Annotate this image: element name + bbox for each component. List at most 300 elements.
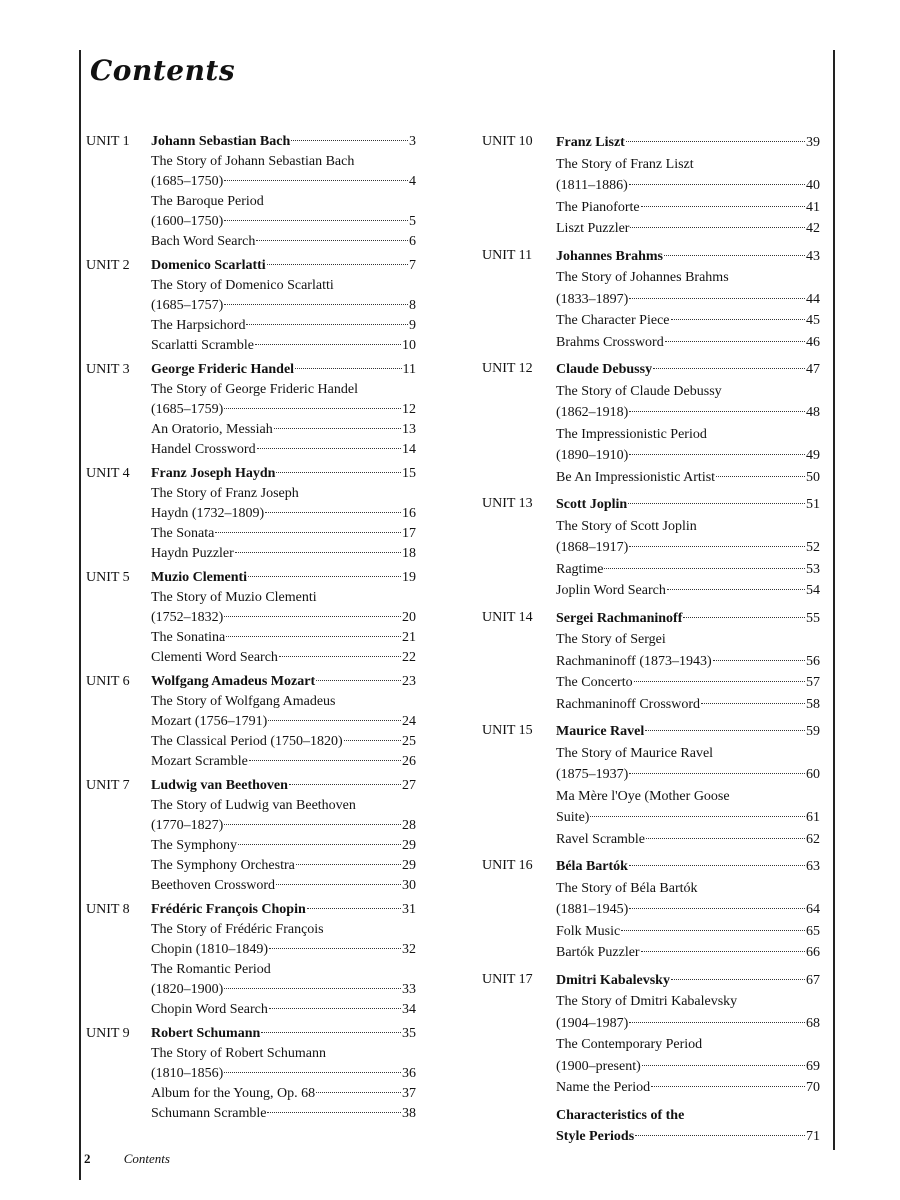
toc-entry-page: 6 — [409, 234, 416, 249]
toc-entry-title: Brahms Crossword — [556, 334, 664, 350]
dot-leader — [344, 740, 401, 741]
toc-entry-page: 9 — [409, 318, 416, 333]
toc-entry-page: 65 — [806, 923, 820, 939]
dot-leader — [646, 838, 805, 839]
unit-label: UNIT 16 — [482, 858, 533, 873]
toc-entry-title: Folk Music — [556, 923, 621, 939]
dot-leader — [269, 948, 401, 949]
toc-entry-page: 37 — [402, 1086, 416, 1101]
toc-entry[interactable] — [151, 440, 416, 460]
toc-entry[interactable] — [151, 816, 416, 836]
unit-label: UNIT 9 — [86, 1026, 130, 1041]
dot-leader — [701, 703, 805, 704]
dot-leader — [629, 1022, 805, 1023]
toc-entry[interactable] — [151, 856, 416, 876]
dot-leader — [255, 344, 401, 345]
toc-entry[interactable] — [151, 980, 416, 1000]
toc-entry[interactable] — [556, 942, 820, 964]
toc-entry-page: 18 — [402, 546, 416, 561]
composer-name: Frédéric François Chopin — [151, 902, 306, 917]
dot-leader — [667, 589, 805, 590]
toc-entry[interactable] — [556, 829, 820, 851]
dot-leader — [224, 824, 401, 825]
toc-entry-page: 4 — [409, 174, 416, 189]
toc-entry[interactable] — [151, 940, 416, 960]
toc-entry-title: Haydn Puzzler — [151, 546, 234, 561]
toc-entry-title: (1600–1750) — [151, 214, 224, 229]
toc-entry-lead: The Story of Domenico Scarlatti — [151, 278, 334, 293]
dot-leader — [307, 908, 401, 909]
toc-unit — [86, 568, 416, 668]
toc-entry[interactable] — [151, 544, 416, 564]
toc-entry[interactable] — [151, 232, 416, 252]
dot-leader — [716, 476, 805, 477]
toc-entry-title: Chopin Word Search — [151, 1002, 268, 1017]
toc-entry-title: Ravel Scramble — [556, 831, 646, 847]
dot-leader — [279, 656, 401, 657]
toc-entry[interactable] — [151, 732, 416, 752]
dot-leader — [629, 865, 805, 866]
dot-leader — [629, 411, 805, 412]
toc-entry-lead: The Story of Muzio Clementi — [151, 590, 317, 605]
dot-leader — [238, 844, 401, 845]
toc-entry[interactable] — [151, 316, 416, 336]
toc-entry[interactable] — [151, 524, 416, 544]
toc-entry-page: 32 — [402, 942, 416, 957]
toc-entry-title: Name the Period — [556, 1080, 651, 1095]
unit-entries — [151, 900, 416, 1020]
toc-entry[interactable] — [556, 807, 820, 829]
composer-name: Scott Joplin — [556, 497, 628, 512]
composer-name: Claude Debussy — [556, 362, 653, 377]
dot-leader — [665, 341, 805, 342]
dot-leader — [276, 472, 401, 473]
composer-name: Johann Sebastian Bach — [151, 134, 291, 149]
toc-entry[interactable] — [151, 420, 416, 440]
toc-entry-page: 42 — [806, 221, 820, 236]
toc-entry-lead: The Story of George Frideric Handel — [151, 382, 358, 397]
composer-name: Dmitri Kabalevsky — [556, 972, 670, 988]
composer-entry[interactable] — [556, 856, 820, 878]
unit-label: UNIT 4 — [86, 466, 130, 481]
toc-entry-title: (1752–1832) — [151, 610, 224, 625]
toc-unit — [86, 672, 416, 772]
page-title: Contents — [90, 54, 236, 87]
unit-label: UNIT 15 — [482, 723, 533, 738]
unit-entries — [151, 464, 416, 564]
toc-entry-page: 71 — [806, 1129, 820, 1144]
unit-entries — [151, 672, 416, 772]
dot-leader — [249, 760, 401, 761]
footer-page-number: 2 — [84, 1151, 91, 1166]
toc-unit — [482, 970, 820, 1099]
toc-entry[interactable] — [556, 1077, 820, 1099]
dot-leader — [642, 1065, 805, 1066]
dot-leader — [713, 660, 805, 661]
dot-leader — [630, 227, 805, 228]
toc-entry-title: Mozart Scramble — [151, 754, 248, 769]
composer-page: 63 — [806, 859, 820, 874]
toc-entry-title: Suite) — [556, 810, 590, 825]
toc-unit — [482, 721, 820, 850]
composer-page: 23 — [402, 674, 416, 689]
toc-entry-title: Rachmaninoff Crossword — [556, 696, 700, 712]
unit-label: UNIT 11 — [482, 247, 533, 263]
unit-label: UNIT 2 — [86, 258, 130, 273]
toc-entry[interactable] — [556, 402, 820, 424]
unit-label: UNIT 3 — [86, 362, 130, 377]
toc-entry-lead: The Story of Dmitri Kabalevsky — [556, 994, 738, 1009]
toc-entry[interactable] — [556, 332, 820, 354]
toc-entry-page: 46 — [806, 334, 820, 350]
composer-page: 19 — [402, 570, 416, 585]
toc-unit — [482, 1105, 820, 1148]
composer-name: Ludwig van Beethoven — [151, 778, 288, 793]
toc-entry-page: 57 — [806, 675, 820, 690]
composer-name: Franz Liszt — [556, 135, 625, 150]
composer-entry[interactable] — [556, 970, 820, 992]
toc-entry-lead: The Story of Béla Bartók — [556, 880, 698, 896]
unit-entries — [556, 132, 820, 240]
toc-entry[interactable] — [151, 836, 416, 856]
composer-name: Johannes Brahms — [556, 248, 663, 264]
toc-entry-page: 50 — [806, 469, 820, 485]
toc-entry-title: An Oratorio, Messiah — [151, 422, 273, 437]
unit-label: UNIT 10 — [482, 134, 533, 149]
unit-entries — [556, 856, 820, 964]
toc-entry-title: Chopin (1810–1849) — [151, 942, 269, 957]
toc-entry-page: 36 — [402, 1066, 416, 1081]
composer-name: Muzio Clementi — [151, 570, 248, 585]
composer-entry[interactable] — [151, 1024, 416, 1044]
toc-entry-page: 40 — [806, 178, 820, 193]
toc-entry-page: 48 — [806, 405, 820, 420]
dot-leader — [664, 255, 805, 256]
toc-entry-title: Be An Impressionistic Artist — [556, 469, 716, 485]
unit-label: UNIT 6 — [86, 674, 130, 689]
toc-entry-page: 52 — [806, 540, 820, 555]
unit-label: UNIT 12 — [482, 361, 533, 376]
toc-entry-page: 54 — [806, 583, 820, 598]
unit-entries — [556, 246, 820, 354]
composer-name: Robert Schumann — [151, 1026, 261, 1041]
composer-entry[interactable] — [151, 776, 416, 796]
toc-entry-lead: The Story of Frédéric François — [151, 922, 324, 937]
toc-entry-lead: The Story of Robert Schumann — [151, 1046, 326, 1061]
toc-entry-page: 26 — [402, 754, 416, 769]
toc-entry-page: 44 — [806, 291, 820, 307]
toc-entry-lead: The Impressionistic Period — [556, 426, 707, 442]
dot-leader — [215, 532, 401, 533]
toc-entry-page: 61 — [806, 810, 820, 825]
toc-entry[interactable] — [556, 537, 820, 559]
toc-entry[interactable] — [151, 1000, 416, 1020]
unit-entries — [151, 256, 416, 356]
toc-entry-title: Mozart (1756–1791) — [151, 714, 268, 729]
dot-leader — [629, 184, 805, 185]
unit-entries — [556, 721, 820, 850]
toc-entry-title: (1862–1918) — [556, 405, 629, 420]
toc-entry[interactable] — [151, 336, 416, 356]
dot-leader — [224, 988, 401, 989]
toc-entry[interactable] — [151, 400, 416, 420]
composer-name: Domenico Scarlatti — [151, 258, 266, 273]
unit-label: UNIT 14 — [482, 609, 533, 625]
dot-leader — [629, 546, 805, 547]
toc-entry-title: (1904–1987) — [556, 1015, 629, 1031]
toc-unit — [482, 494, 820, 602]
toc-unit — [86, 360, 416, 460]
toc-entry-title: (1811–1886) — [556, 178, 628, 193]
toc-entry[interactable] — [151, 1084, 416, 1104]
toc-entry-page: 33 — [402, 982, 416, 997]
composer-entry[interactable] — [151, 464, 416, 484]
toc-entry-title: (1820–1900) — [151, 982, 224, 997]
right-margin-rule — [833, 50, 835, 1150]
dot-leader — [628, 503, 805, 504]
unit-entries — [151, 1024, 416, 1124]
composer-name: Maurice Ravel — [556, 724, 645, 739]
toc-entry-title: Liszt Puzzler — [556, 221, 630, 236]
dot-leader — [224, 1072, 401, 1073]
toc-entry[interactable] — [556, 175, 820, 197]
composer-entry[interactable] — [151, 132, 416, 152]
unit-label: UNIT 1 — [86, 134, 130, 149]
toc-unit — [86, 132, 416, 252]
toc-unit — [86, 256, 416, 356]
toc-entry-title: Beethoven Crossword — [151, 878, 276, 893]
dot-leader — [635, 1135, 805, 1136]
toc-entry[interactable] — [556, 218, 820, 240]
toc-entry-title: The Concerto — [556, 675, 633, 690]
toc-unit — [482, 246, 820, 354]
toc-unit — [482, 608, 820, 716]
toc-entry-page: 58 — [806, 696, 820, 712]
composer-page: 11 — [402, 362, 416, 377]
toc-entry-page: 8 — [409, 298, 416, 313]
toc-entry-page: 13 — [402, 422, 416, 437]
toc-entry-lead: The Romantic Period — [151, 962, 271, 977]
composer-page: 3 — [409, 134, 416, 149]
toc-unit — [482, 856, 820, 964]
composer-entry[interactable] — [151, 672, 416, 692]
toc-entry-page: 62 — [806, 831, 820, 847]
toc-entry-title: Scarlatti Scramble — [151, 338, 255, 353]
dot-leader — [257, 448, 401, 449]
toc-entry-lead: The Story of Maurice Ravel — [556, 745, 714, 761]
dot-leader — [295, 368, 401, 369]
dot-leader — [226, 636, 401, 637]
toc-entry-title: (1685–1759) — [151, 402, 224, 417]
toc-entry-lead: Characteristics of the — [556, 1107, 685, 1123]
composer-entry[interactable] — [151, 900, 416, 920]
toc-entry[interactable] — [556, 651, 820, 673]
toc-entry[interactable] — [151, 712, 416, 732]
composer-entry[interactable] — [556, 132, 820, 154]
toc-entry-title: Ragtime — [556, 561, 604, 577]
toc-entry-title: (1868–1917) — [556, 540, 629, 555]
dot-leader — [268, 720, 401, 721]
toc-entry[interactable] — [556, 672, 820, 694]
dot-leader — [267, 1112, 401, 1113]
dot-leader — [235, 552, 401, 553]
dot-leader — [316, 1092, 401, 1093]
toc-entry-title: Rachmaninoff (1873–1943) — [556, 653, 712, 669]
toc-entry[interactable] — [151, 876, 416, 896]
toc-entry-page: 29 — [402, 838, 416, 853]
toc-entry-page: 17 — [402, 526, 416, 541]
toc-entry-lead: The Baroque Period — [151, 194, 264, 209]
toc-entry-lead: The Contemporary Period — [556, 1037, 703, 1052]
left-margin-rule — [79, 50, 81, 1180]
toc-entry[interactable] — [556, 445, 820, 467]
toc-entry-page: 56 — [806, 653, 820, 669]
toc-entry-title: (1875–1937) — [556, 767, 629, 782]
composer-page: 27 — [402, 778, 416, 793]
dot-leader — [224, 180, 408, 181]
dot-leader — [651, 1086, 805, 1087]
toc-entry-title: The Sonatina — [151, 630, 226, 645]
toc-entry[interactable] — [151, 212, 416, 232]
dot-leader — [261, 1032, 401, 1033]
toc-entry[interactable] — [151, 648, 416, 668]
toc-entry[interactable] — [151, 504, 416, 524]
toc-entry-title: The Symphony — [151, 838, 237, 853]
toc-entry-page: 34 — [402, 1002, 416, 1017]
unit-entries — [556, 359, 820, 488]
composer-entry[interactable] — [556, 494, 820, 516]
toc-entry-page: 12 — [402, 402, 416, 417]
toc-entry-page: 70 — [806, 1080, 820, 1095]
toc-entry-lead: The Story of Franz Joseph — [151, 486, 299, 501]
dot-leader — [604, 568, 805, 569]
unit-label: UNIT 13 — [482, 496, 533, 511]
toc-entry[interactable] — [556, 559, 820, 581]
toc-entry[interactable] — [556, 694, 820, 716]
composer-entry[interactable] — [556, 721, 820, 743]
toc-entry[interactable] — [556, 580, 820, 602]
dot-leader — [224, 616, 401, 617]
composer-entry[interactable] — [556, 608, 820, 630]
dot-leader — [289, 784, 401, 785]
toc-unit — [482, 359, 820, 488]
dot-leader — [641, 206, 805, 207]
unit-entries — [556, 1105, 820, 1148]
toc-entry-title: Clementi Word Search — [151, 650, 278, 665]
dot-leader — [296, 864, 401, 865]
toc-entry-lead: Ma Mère l'Oye (Mother Goose — [556, 788, 730, 804]
toc-column-left — [86, 132, 416, 1128]
composer-entry[interactable] — [151, 360, 416, 380]
dot-leader — [621, 930, 805, 931]
toc-entry-title: Joplin Word Search — [556, 583, 666, 598]
toc-entry-title: Bartók Puzzler — [556, 945, 640, 960]
toc-entry-page: 24 — [402, 714, 416, 729]
composer-page: 35 — [402, 1026, 416, 1041]
unit-entries — [151, 132, 416, 252]
toc-entry[interactable] — [151, 1104, 416, 1124]
toc-entry[interactable] — [556, 899, 820, 921]
dot-leader — [316, 680, 401, 681]
toc-unit — [482, 132, 820, 240]
composer-name: Sergei Rachmaninoff — [556, 610, 683, 626]
composer-entry[interactable] — [556, 359, 820, 381]
toc-entry-page: 60 — [806, 767, 820, 782]
toc-entry[interactable] — [556, 1013, 820, 1035]
composer-page: 31 — [402, 902, 416, 917]
toc-entry-title: The Sonata — [151, 526, 215, 541]
toc-entry-title: (1900–present) — [556, 1058, 641, 1074]
composer-page: 39 — [806, 135, 820, 150]
toc-entry[interactable] — [556, 289, 820, 311]
page-footer — [84, 1151, 170, 1167]
dot-leader — [629, 454, 805, 455]
toc-entry[interactable] — [556, 764, 820, 786]
dot-leader — [629, 773, 805, 774]
toc-entry[interactable] — [151, 608, 416, 628]
toc-entry[interactable] — [556, 467, 820, 489]
toc-entry-page: 45 — [806, 313, 820, 328]
composer-entry[interactable] — [151, 568, 416, 588]
toc-entry-page: 10 — [402, 338, 416, 353]
dot-leader — [641, 951, 805, 952]
dot-leader — [629, 298, 805, 299]
footer-label: Contents — [123, 1151, 170, 1166]
toc-entry-title: (1685–1750) — [151, 174, 224, 189]
dot-leader — [246, 324, 408, 325]
toc-entry-lead: The Story of Sergei — [556, 632, 666, 647]
toc-entry-title: The Pianoforte — [556, 199, 640, 215]
toc-entry-page: 28 — [402, 818, 416, 833]
composer-name: Béla Bartók — [556, 859, 628, 874]
toc-entry-page: 14 — [402, 442, 416, 457]
toc-entry[interactable] — [556, 921, 820, 943]
dot-leader — [248, 576, 401, 577]
toc-entry[interactable] — [556, 1126, 820, 1148]
toc-entry[interactable] — [151, 752, 416, 772]
unit-entries — [151, 776, 416, 896]
toc-entry[interactable] — [556, 197, 820, 219]
composer-entry[interactable] — [151, 256, 416, 276]
toc-entry-page: 30 — [402, 878, 416, 893]
dot-leader — [645, 730, 805, 731]
toc-entry[interactable] — [556, 310, 820, 332]
toc-entry-title: Style Periods — [556, 1129, 635, 1144]
toc-entry-title: (1890–1910) — [556, 448, 629, 463]
toc-entry-page: 41 — [806, 199, 820, 215]
dot-leader — [629, 908, 805, 909]
composer-entry[interactable] — [556, 246, 820, 268]
dot-leader — [256, 240, 408, 241]
toc-unit — [86, 776, 416, 896]
toc-entry[interactable] — [151, 296, 416, 316]
toc-entry[interactable] — [151, 172, 416, 192]
toc-entry-title: The Character Piece — [556, 313, 670, 328]
unit-label: UNIT 7 — [86, 778, 130, 793]
composer-page: 51 — [806, 497, 820, 512]
toc-entry-title: (1833–1897) — [556, 291, 629, 307]
toc-entry[interactable] — [556, 1056, 820, 1078]
unit-entries — [151, 360, 416, 460]
dot-leader — [671, 979, 805, 980]
unit-label: UNIT 17 — [482, 971, 533, 987]
dot-leader — [653, 368, 805, 369]
toc-entry-page: 5 — [409, 214, 416, 229]
composer-page: 47 — [806, 362, 820, 377]
toc-entry[interactable] — [151, 628, 416, 648]
toc-entry[interactable] — [151, 1064, 416, 1084]
toc-entry-page: 38 — [402, 1106, 416, 1121]
